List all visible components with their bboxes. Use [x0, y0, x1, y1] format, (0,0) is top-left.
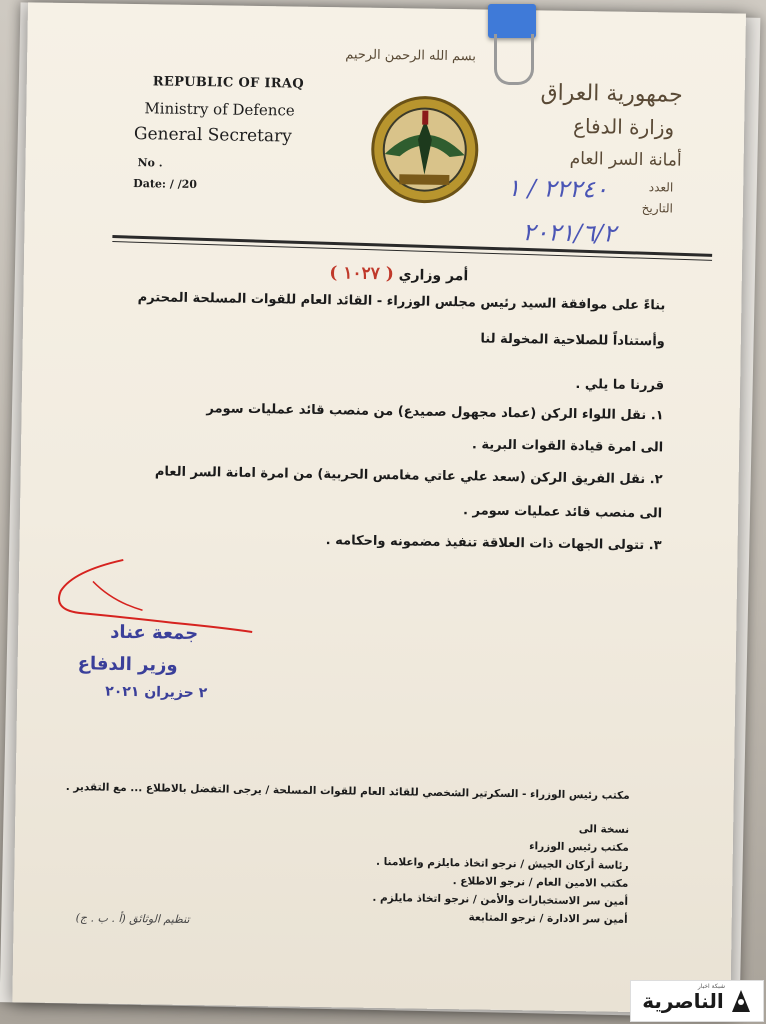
item-3: ٣. تتولى الجهات ذات العلاقة تنفيذ مضمونه واحكامه .	[325, 533, 662, 554]
cc-line-4: أمين سر الاستخبارات والأمن / نرجو اتخاذ مايلزم .	[372, 891, 629, 908]
item-1-line-a: ١. نقل اللواء الركن (عماد مجهول صميدع) من منصب قائد عمليات سومر	[206, 401, 664, 424]
binder-clip-icon	[488, 4, 536, 38]
header-ar-ministry: وزارة الدفاع	[572, 113, 675, 140]
header-en-secretary: General Secretary	[133, 124, 293, 147]
handwritten-reference-number: ٢٢٢٤٠ / ١	[506, 173, 609, 204]
watermark-name: الناصرية	[642, 989, 724, 1013]
cc-heading: نسخة الى	[578, 823, 630, 836]
cc-line-1: مكتب رئيس الوزراء	[529, 840, 629, 854]
ministry-emblem-icon	[369, 94, 481, 206]
signatory-name: جمعة عناد	[109, 621, 199, 645]
item-2-line-b: الى منصب قائد عمليات سومر .	[462, 503, 663, 522]
document-page	[12, 2, 746, 1013]
signature-date: ٢ حزيران ٢٠٢١	[105, 683, 208, 702]
header-ar-date-label: التاريخ	[641, 201, 673, 216]
basmala: بسم الله الرحمن الرحيم	[345, 47, 477, 65]
binder-clip-wire	[494, 34, 534, 85]
signatory-title: وزير الدفاع	[77, 653, 178, 676]
order-title: أمر وزاري	[398, 267, 469, 285]
header-ar-number-label: العدد	[648, 180, 674, 195]
body-line-1: بناءً على موافقة السيد رئيس مجلس الوزراء - القائد العام للقوات المسلحة المحترم	[137, 290, 666, 314]
header-en-date-label: Date: / /20	[133, 177, 198, 192]
header-divider	[112, 235, 712, 257]
item-2-line-a: ٢. نقل الفريق الركن (سعد علي عاتي مغامس الحربية) من امرة امانة السر العام	[154, 464, 663, 488]
item-1-line-b: الى امرة قيادة القوات البرية .	[471, 437, 664, 456]
watermark-logo-icon	[730, 988, 752, 1014]
order-number: ( ١٠٢٧ )	[329, 263, 395, 285]
header-ar-secretary: أمانة السر العام	[569, 148, 682, 171]
order-heading	[304, 263, 494, 286]
body-line-2: وأستناداً للصلاحية المخولة لنا	[480, 331, 665, 350]
watermark-tagline: شبكة اخبار	[697, 983, 725, 990]
typist-initials: تنظيم الوثائق (أ . ب . ج)	[75, 911, 190, 927]
header-en-ministry: Ministry of Defence	[144, 99, 295, 120]
body-line-3: قررنا ما يلي .	[575, 377, 665, 394]
handwritten-date: ٢٠٢١/٦/٢	[522, 218, 617, 248]
cc-line-2: رئاسة أركان الجيش / نرجو اتخاذ مايلزم واعلامنا .	[375, 855, 629, 872]
cc-line-0: مكتب رئيس الوزراء - السكرتير الشخصي للقائد العام للقوات المسلحة / يرجى التفضل بالاطلاع ... مع التقدير .	[65, 781, 630, 802]
header-en-republic: REPUBLIC OF IRAQ	[152, 74, 305, 92]
cc-line-5: أمين سر الادارة / نرجو المتابعة	[468, 911, 628, 926]
header-en-no-label: No .	[137, 156, 163, 170]
source-watermark	[630, 980, 764, 1022]
cc-line-3: مكتب الامين العام / نرجو الاطلاع .	[452, 875, 629, 890]
header-ar-republic: جمهورية العراق	[540, 80, 683, 108]
